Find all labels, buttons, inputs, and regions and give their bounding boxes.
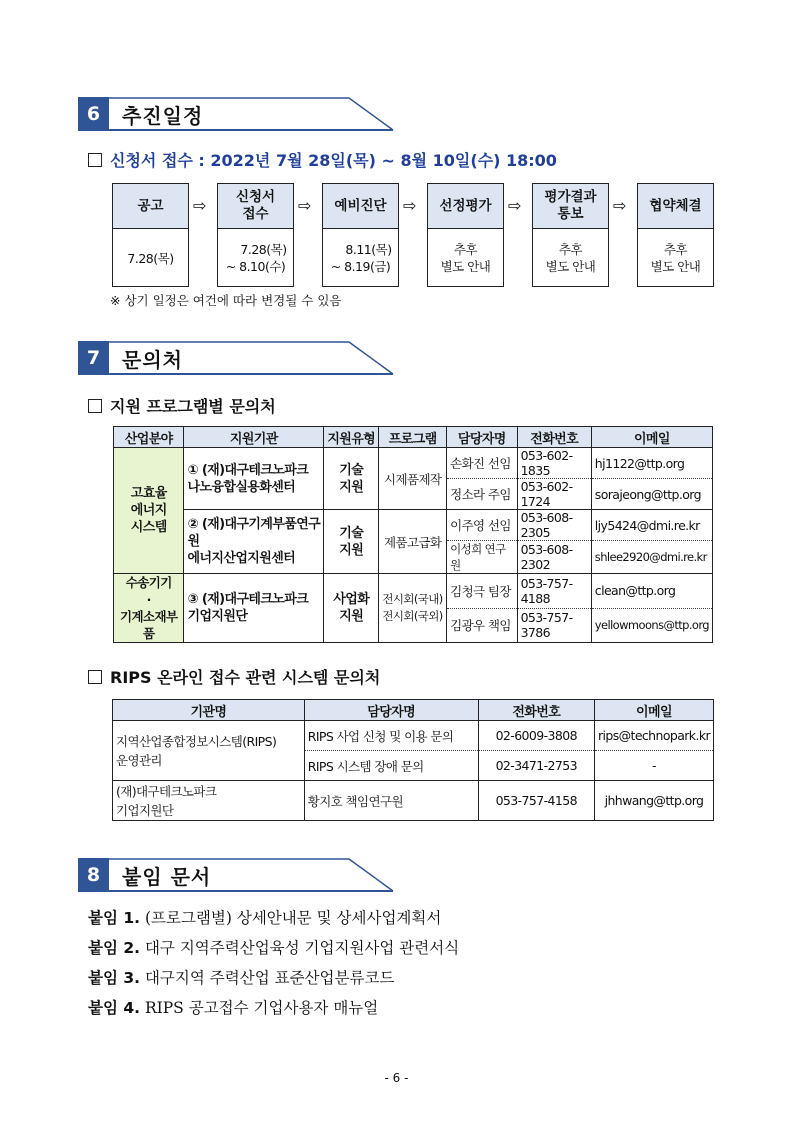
step-date1: 추후 [558,242,583,257]
person-name: RIPS 시스템 장애 문의 [304,751,478,781]
industry-field: 수송기기 · 기계소재부품 [114,574,184,643]
page-number: - 6 - [384,1071,409,1085]
checkbox-square-icon [88,399,102,413]
step-date [533,230,608,286]
col-header: 담당자명 [304,700,478,721]
attachment-label: 붙임 1. [88,909,141,927]
phone: 053-602-1724 [517,479,591,510]
industry-field: 고효율 에너지 시스템 [114,448,184,574]
schedule-step [637,183,714,287]
program: 제품고급화 [379,510,447,574]
section-number: 8 [78,858,109,892]
table-row [114,510,713,541]
phone: 053-757-4188 [517,574,591,609]
table-row [113,721,714,751]
attachment-text: (프로그램별) 상세안내문 및 상세사업계획서 [144,909,442,927]
schedule-step [322,183,399,287]
step-date2: 별도 안내 [545,259,596,274]
step-date2: ~ 8.10(수) [225,259,286,274]
phone: 02-3471-2753 [478,751,594,781]
step-date1: 8.11(목) [345,242,392,257]
arrow-right-icon: ⇨ [298,196,312,215]
schedule-heading-text: 신청서 접수 : 2022년 7월 28일(목) ~ 8월 10일(수) 18:00 [110,151,557,170]
section-title: 문의처 [122,348,183,372]
program: 전시회(국내) 전시회(국외) [379,574,447,643]
attachment-item [88,906,441,928]
rips-heading [88,665,380,688]
step-date1: 추후 [663,242,688,257]
email: sorajeong@ttp.org [591,479,712,510]
table-header-row [114,427,713,448]
col-header: 담당자명 [447,427,517,448]
step-date1: 7.28(목) [240,242,287,257]
step-date [323,230,398,286]
col-header: 프로그램 [379,427,447,448]
person-name: 김청극 팀장 [447,574,517,609]
section-number: 6 [78,97,109,131]
phone: 053-757-3786 [517,608,591,643]
email: yellowmoons@ttp.org [591,608,712,643]
section-8-header [78,858,394,892]
table-row [114,574,713,609]
attachment-label: 붙임 2. [88,939,141,957]
table-header-row [113,700,714,721]
org-name: 지역산업종합정보시스템(RIPS) 운영관리 [113,721,305,781]
support-org: ① (재)대구테크노파크 나노융합실용화센터 [184,448,324,510]
support-org: ② (재)대구기계부품연구원 에너지산업지원센터 [184,510,324,574]
attachment-text: 대구 지역주력산업육성 기업지원사업 관련서식 [144,939,460,957]
phone: 053-602-1835 [517,448,591,479]
person-name: 김광우 책임 [447,608,517,643]
email: jhhwang@ttp.org [594,781,713,821]
program: 시제품제작 [379,448,447,510]
table-row [113,781,714,821]
col-header: 전화번호 [517,427,591,448]
org-name: (재)대구테크노파크 기업지원단 [113,781,305,821]
person-name: 손화진 선임 [447,448,517,479]
col-header: 이메일 [594,700,713,721]
section-title: 추진일정 [122,104,204,128]
support-type: 기술 지원 [324,510,379,574]
support-type: 사업화 지원 [324,574,379,643]
schedule-step [217,183,294,287]
contacts-table [113,426,713,643]
step-date [638,230,713,286]
schedule-step [427,183,504,287]
step-date [218,230,293,286]
arrow-right-icon: ⇨ [613,196,627,215]
step-date2: ~ 8.19(금) [330,259,391,274]
person-name: 이주영 선임 [447,510,517,541]
phone: 053-608-2305 [517,510,591,541]
email: - [594,751,713,781]
support-type: 기술 지원 [324,448,379,510]
schedule-step [112,183,189,287]
arrow-right-icon: ⇨ [193,196,207,215]
step-date [113,230,188,286]
attachment-label: 붙임 4. [88,999,141,1017]
col-header: 이메일 [591,427,712,448]
email: rips@technopark.kr [594,721,713,751]
step-date2: 별도 안내 [650,259,701,274]
step-name: 평가결과 통보 [533,184,608,229]
table-row [114,448,713,479]
section-7-header [78,341,394,375]
phone: 02-6009-3808 [478,721,594,751]
contacts-heading [88,394,276,417]
attachment-text: RIPS 공고접수 기업사용자 매뉴얼 [144,999,379,1017]
col-header: 산업분야 [114,427,184,448]
checkbox-square-icon [88,153,102,167]
phone: 053-757-4158 [478,781,594,821]
step-date2: 별도 안내 [440,259,491,274]
arrow-right-icon: ⇨ [508,196,522,215]
person-name: 이성희 연구원 [447,541,517,574]
checkbox-square-icon [88,670,102,684]
email: clean@ttp.org [591,574,712,609]
col-header: 지원기관 [184,427,324,448]
step-name: 협약체결 [638,184,713,229]
person-name: 정소라 주임 [447,479,517,510]
rips-table [112,699,714,821]
step-date1: 7.28(목) [127,250,174,266]
step-name: 신청서 접수 [218,184,293,229]
step-name: 예비진단 [323,184,398,229]
phone: 053-608-2302 [517,541,591,574]
person-name: 황지호 책임연구원 [304,781,478,821]
attachment-text: 대구지역 주력산업 표준산업분류코드 [144,969,395,987]
attachment-item [88,996,378,1018]
col-header: 전화번호 [478,700,594,721]
person-name: RIPS 사업 신청 및 이용 문의 [304,721,478,751]
arrow-right-icon: ⇨ [403,196,417,215]
contacts-heading-text: 지원 프로그램별 문의처 [110,397,276,416]
attachment-item [88,936,459,958]
section-6-header [78,97,394,131]
col-header: 기관명 [113,700,305,721]
step-date [428,230,503,286]
email: shlee2920@dmi.re.kr [591,541,712,574]
attachment-item [88,966,394,988]
section-title: 붙임 문서 [122,865,212,889]
schedule-step [532,183,609,287]
section-number: 7 [78,341,109,375]
step-name: 공고 [113,184,188,229]
email: hj1122@ttp.org [591,448,712,479]
schedule-heading [88,148,557,171]
support-org: ③ (재)대구테크노파크 기업지원단 [184,574,324,643]
attachment-label: 붙임 3. [88,969,141,987]
step-date1: 추후 [453,242,478,257]
schedule-note: ※ 상기 일정은 여건에 따라 변경될 수 있음 [110,293,342,308]
rips-heading-text: RIPS 온라인 접수 관련 시스템 문의처 [110,668,381,687]
email: ljy5424@dmi.re.kr [591,510,712,541]
step-name: 선정평가 [428,184,503,229]
col-header: 지원유형 [324,427,379,448]
